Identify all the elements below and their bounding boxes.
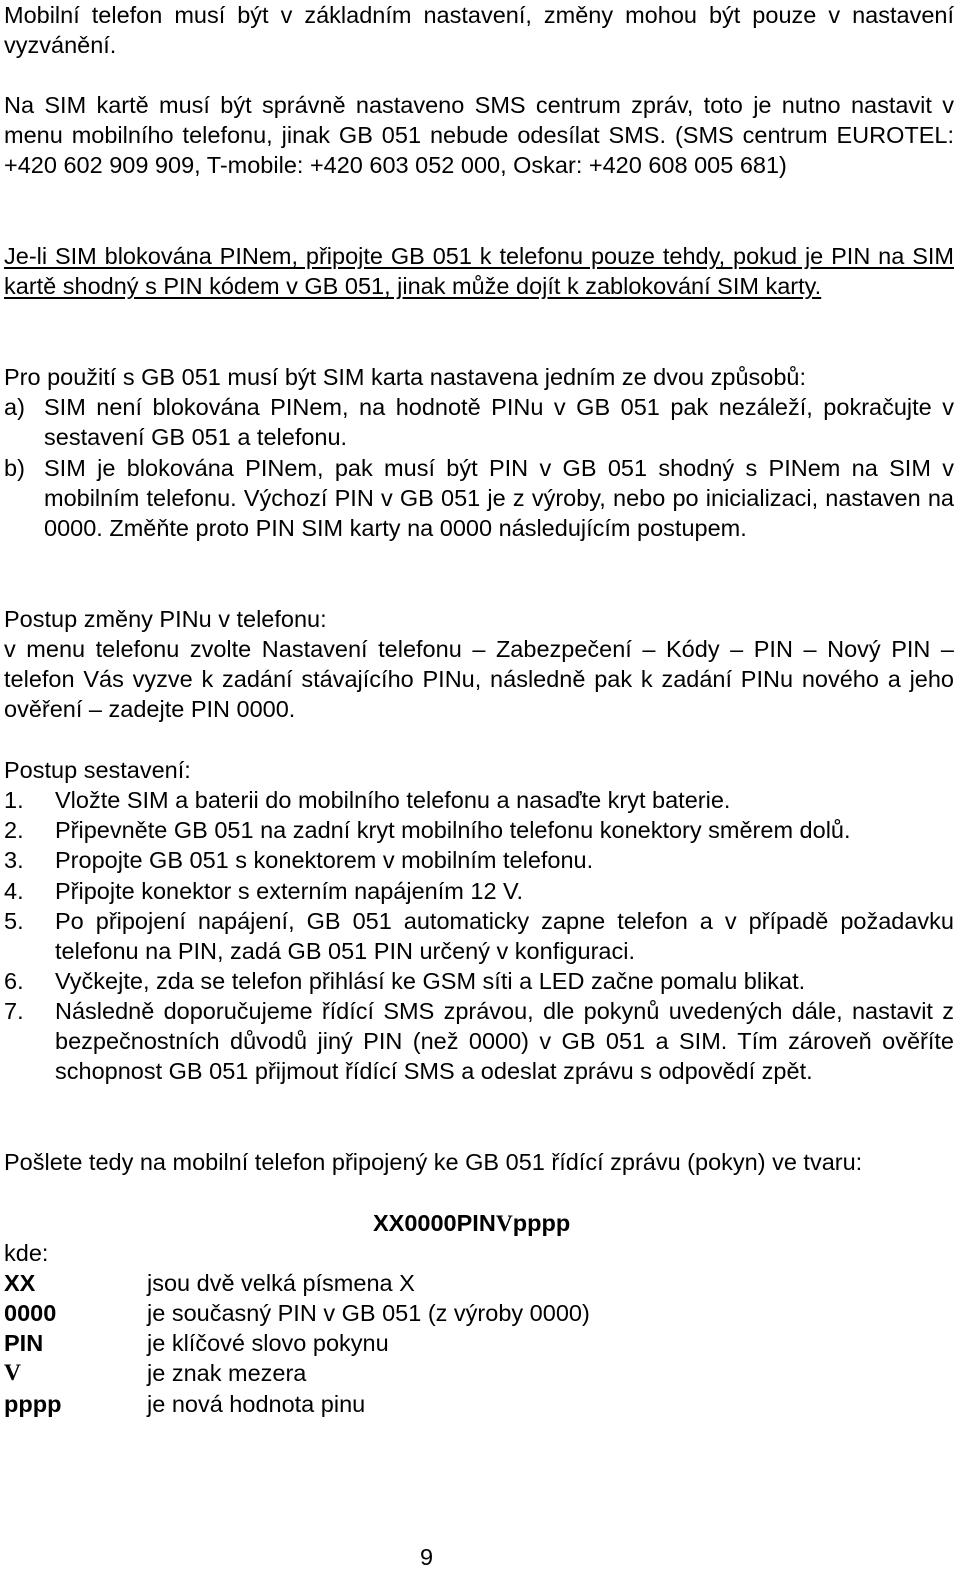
list-item-text: Připevněte GB 051 na zadní kryt mobilního telefonu konektory směrem dolů.	[55, 817, 851, 843]
assembly-step-4	[4, 876, 954, 906]
assembly-heading: Postup sestavení:	[4, 757, 191, 783]
pin-change-heading: Postup změny PINu v telefonu:	[4, 606, 327, 632]
definition-key: pppp	[4, 1391, 62, 1417]
pin-option-b	[4, 453, 954, 544]
definition-key: PIN	[4, 1330, 44, 1356]
assembly-step-2	[4, 815, 954, 845]
intro-paragraph-sms-center: Na SIM kartě musí být správně nastaveno SMS centrum zpráv, toto je nutno nastavit v menu mobilního telefonu, jinak GB 051 nebude odesílat SMS. (SMS centrum EUROTEL: +420 602 909 909, T-mobile: +420 603 052 000, Oskar: +420 608 005 681)	[4, 92, 954, 179]
list-marker: a)	[4, 394, 25, 420]
definition-description: jsou dvě velká písmena X	[147, 1270, 415, 1296]
list-item-text: SIM je blokována PINem, pak musí být PIN v GB 051 shodný s PINem na SIM v mobilním telefonu. Výchozí PIN v GB 051 je z výroby, nebo po inicializaci, nastaven na 0000. Změňte proto PIN SIM karty na 0000 následujícím postupem.	[44, 455, 954, 542]
sim-pin-warning: Je-li SIM blokována PINem, připojte GB 051 k telefonu pouze tehdy, pokud je PIN na SIM kartě shodný s PIN kódem v GB 051, jinak může dojít k zablokování SIM karty.	[4, 243, 954, 300]
assembly-step-6	[4, 966, 954, 996]
definitions-label: kde:	[4, 1240, 49, 1266]
list-marker: 5.	[4, 908, 24, 934]
pin-options-heading: Pro použití s GB 051 musí být SIM karta nastavena jedním ze dvou způsobů:	[4, 364, 807, 390]
list-marker: 3.	[4, 847, 24, 873]
command-format: XX0000PINVpppp	[373, 1210, 571, 1237]
intro-paragraph-phone-settings: Mobilní telefon musí být v základním nastavení, změny mohou být pouze v nastavení vyzvánění.	[4, 2, 954, 59]
definition-description: je nová hodnota pinu	[147, 1391, 366, 1417]
list-item-text: SIM není blokována PINem, na hodnotě PINu v GB 051 pak nezáleží, pokračujte v sestavení GB 051 a telefonu.	[44, 394, 954, 451]
list-marker: 1.	[4, 787, 24, 813]
list-marker: 6.	[4, 968, 24, 994]
list-item-text: Propojte GB 051 s konektorem v mobilním telefonu.	[55, 847, 594, 873]
list-item-text: Připojte konektor s externím napájením 12 V.	[55, 878, 524, 904]
definition-key: 0000	[4, 1300, 57, 1326]
list-marker: 7.	[4, 998, 24, 1024]
assembly-step-5	[4, 906, 954, 966]
command-intro: Pošlete tedy na mobilní telefon připojený ke GB 051 řídící zprávu (pokyn) ve tvaru:	[4, 1149, 863, 1175]
assembly-step-3	[4, 845, 954, 875]
list-marker: 2.	[4, 817, 24, 843]
definition-description: je znak mezera	[147, 1360, 307, 1386]
list-item-text: Vyčkejte, zda se telefon přihlásí ke GSM síti a LED začne pomalu blikat.	[55, 968, 806, 994]
definition-key: XX	[4, 1270, 36, 1296]
definition-description: je klíčové slovo pokynu	[147, 1330, 389, 1356]
list-item-text: Následně doporučujeme řídící SMS zprávou, dle pokynů uvedených dále, nastavit z bezpečnostních důvodů jiný PIN (než 0000) v GB 051 a SIM. Tím zároveň ověříte schopnost GB 051 přijmout řídící SMS a odeslat zprávu s odpovědí zpět.	[55, 998, 954, 1085]
list-item-text: Po připojení napájení, GB 051 automaticky zapne telefon a v případě požadavku telefonu na PIN, zadá GB 051 PIN určený v konfiguraci.	[55, 908, 954, 965]
space-symbol: V	[495, 1211, 513, 1237]
list-marker: 4.	[4, 878, 24, 904]
list-item-text: Vložte SIM a baterii do mobilního telefonu a nasaďte kryt baterie.	[55, 787, 731, 813]
page-number: 9	[420, 1544, 434, 1570]
assembly-step-1	[4, 785, 954, 815]
list-marker: b)	[4, 455, 25, 481]
pin-change-instructions: v menu telefonu zvolte Nastavení telefonu – Zabezpečení – Kódy – PIN – Nový PIN – telefon Vás vyzve k zadání stávajícího PINu, následně pak k zadání PINu nového a jeho ověření – zadejte PIN 0000.	[4, 636, 954, 723]
pin-option-a	[4, 392, 954, 452]
definition-key: V	[4, 1360, 21, 1386]
definition-description: je současný PIN v GB 051 (z výroby 0000)	[147, 1300, 590, 1326]
assembly-step-7	[4, 996, 954, 1087]
